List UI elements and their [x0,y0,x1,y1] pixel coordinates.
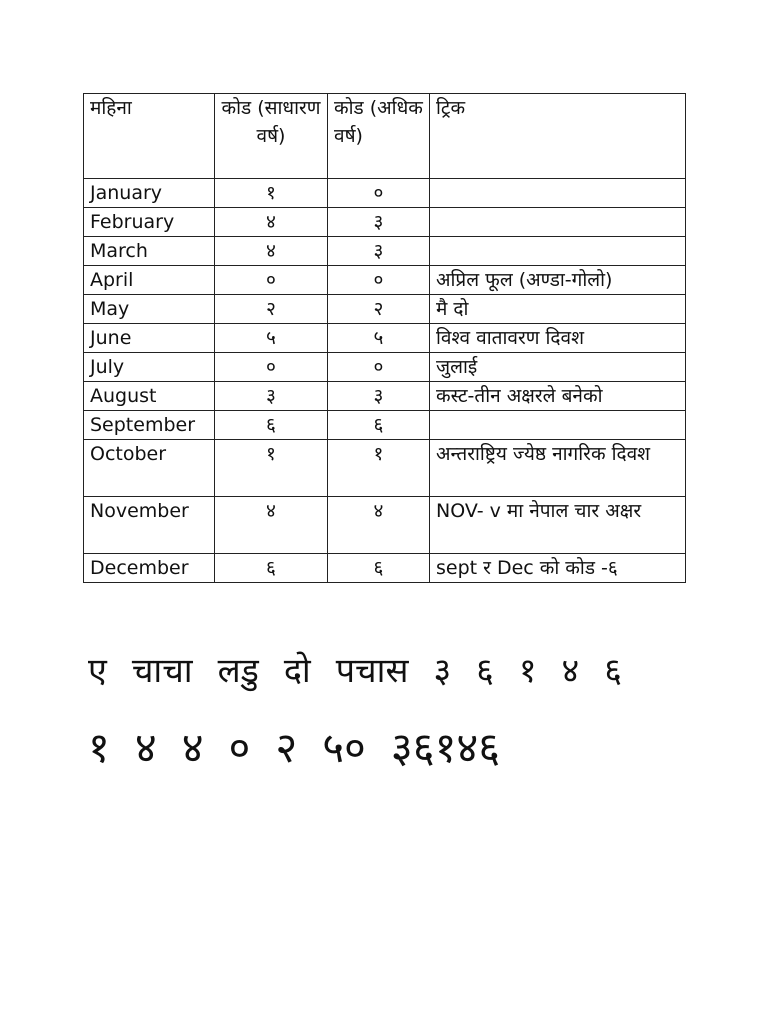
header-code-common: कोड (साधारण वर्ष) [215,94,328,179]
header-trick: ट्रिक [430,94,686,179]
trick-cell [430,179,686,208]
code-leap-cell: ० [328,353,430,382]
mnemonic-word: पचास [335,651,409,691]
mnemonic-word: चाचा [131,651,193,691]
trick-cell: विश्व वातावरण दिवश [430,324,686,353]
mnemonic-digit: ५० [322,723,366,772]
code-common-cell: ५ [215,324,328,353]
code-common-cell: ० [215,266,328,295]
month-cell: July [84,353,215,382]
table-row [84,353,686,382]
month-cell: March [84,237,215,266]
trick-cell [430,411,686,440]
mnemonic-digit: ४ [181,723,204,772]
mnemonic-words-line [88,646,647,692]
code-leap-cell: ३ [328,382,430,411]
table-row [84,497,686,554]
month-code-table [83,93,686,583]
table-row [84,179,686,208]
code-leap-cell: ६ [328,554,430,583]
trick-cell: जुलाई [430,353,686,382]
code-common-cell: ४ [215,237,328,266]
code-common-cell: ३ [215,382,328,411]
code-leap-cell: २ [328,295,430,324]
mnemonic-digit: ० [228,723,251,772]
mnemonic-word: लडु [217,651,259,691]
month-cell: September [84,411,215,440]
table-header-row [84,94,686,179]
mnemonic-digit: ३६१४६ [390,723,501,772]
code-common-cell: ० [215,353,328,382]
code-common-cell: १ [215,440,328,497]
trick-cell: मै दो [430,295,686,324]
trick-cell: कस्ट-तीन अक्षरले बनेको [430,382,686,411]
code-leap-cell: ३ [328,237,430,266]
code-common-cell: ४ [215,497,328,554]
trick-cell: sept र Dec को कोड -६ [430,554,686,583]
month-cell: April [84,266,215,295]
code-leap-cell: १ [328,440,430,497]
mnemonic-digits-line [88,718,525,775]
header-code-leap: कोड (अधिक वर्ष) [328,94,430,179]
month-cell: June [84,324,215,353]
month-cell: November [84,497,215,554]
month-cell: January [84,179,215,208]
mnemonic-digit: ४ [134,723,157,772]
code-leap-cell: ६ [328,411,430,440]
mnemonic-digit: १ [88,723,110,772]
month-cell: August [84,382,215,411]
table-row [84,324,686,353]
code-common-cell: ४ [215,208,328,237]
code-leap-cell: ५ [328,324,430,353]
mnemonic-word: ६ [604,651,622,691]
code-leap-cell: ० [328,266,430,295]
month-cell: February [84,208,215,237]
trick-cell [430,237,686,266]
code-leap-cell: ० [328,179,430,208]
trick-cell: NOV- v मा नेपाल चार अक्षर [430,497,686,554]
header-month: महिना [84,94,215,179]
code-common-cell: १ [215,179,328,208]
mnemonic-word: दो [283,651,311,691]
table-row [84,440,686,497]
trick-cell: अन्तराष्ट्रिय ज्येष्ठ नागरिक दिवश [430,440,686,497]
table-row [84,411,686,440]
month-cell: October [84,440,215,497]
table-row [84,295,686,324]
mnemonic-word: ३ [433,651,452,691]
code-common-cell: ६ [215,411,328,440]
code-leap-cell: ४ [328,497,430,554]
mnemonic-word: ४ [561,651,580,691]
code-leap-cell: ३ [328,208,430,237]
table-row [84,266,686,295]
code-common-cell: २ [215,295,328,324]
month-cell: December [84,554,215,583]
month-cell: May [84,295,215,324]
table-row [84,382,686,411]
trick-cell: अप्रिल फूल (अण्डा-गोलो) [430,266,686,295]
mnemonic-word: ६ [476,651,494,691]
trick-cell [430,208,686,237]
table-row [84,554,686,583]
mnemonic-digit: २ [275,723,298,772]
mnemonic-word: १ [518,651,537,691]
table-row [84,237,686,266]
code-common-cell: ६ [215,554,328,583]
mnemonic-word: ए [88,651,107,691]
table-row [84,208,686,237]
